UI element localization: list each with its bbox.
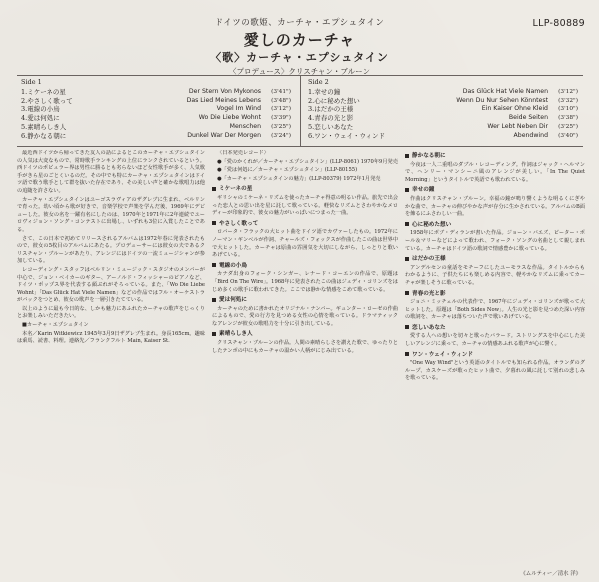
section-heading-text: 青春の光と影	[412, 290, 446, 297]
section-heading-text: 電線の小鳥	[219, 262, 247, 269]
section-heading-text: 幸せの鐘	[412, 187, 435, 194]
section-heading	[405, 291, 585, 299]
track-title-jp: 3.電線の小鳥	[21, 105, 60, 114]
track-title-de: Menschen	[229, 122, 261, 130]
body-paragraph: カーチャ・エプシュタインはユーゴスラヴィアのザグレブに生まれ、ベルリンで育った。幼い頃から歌が好きで、音楽学校で声楽を学んだ後、1969年にデビューした。彼女の名を一躍有名にしたのは、1970年と1971年に2年連続でユーロヴィジョン・ソング・コンテストに出場し、いずれも3位に入賞したことである。	[17, 196, 205, 233]
track-title-jp: 4.青春の光と影	[308, 114, 354, 123]
section-heading-text: ワン・ウェイ・ウィンド	[412, 351, 473, 358]
track-duration: (3'32")	[558, 97, 578, 104]
body-paragraph: 本名／Karin Witkiewicz 1945年3月9日ザグレブ生まれ。身長165cm。趣味は乗馬、読書、料理。連絡先／フランクフルト Main, Kaiser St.	[17, 330, 205, 345]
section-heading-text: 恋しいあなた	[412, 324, 446, 331]
discography-heading: 〈日本発売レコード〉	[217, 150, 269, 156]
section-heading	[212, 263, 398, 271]
section-heading	[405, 352, 585, 360]
section-heading	[405, 256, 585, 264]
section-paragraph: "One Way Wind"という英語のタイトルでも知られる作品。オランダのグループ、カスケーズが歌ったヒット曲で、夕暮れの風に託して別れの悲しみを歌っている。	[405, 360, 585, 382]
section-heading-text: はだかの王様	[412, 256, 446, 263]
section-heading	[212, 331, 398, 339]
track-duration: (3'25")	[558, 123, 578, 130]
bullet-square-icon	[405, 291, 409, 295]
discography-item: ●「愛は何処に／カーチャ・エプシュタイン」(LLP-80155)	[217, 167, 358, 174]
body-paragraph: 以上のように最も今日的な、しかも魅力にあふれたカーチャの歌声をじっくりとお楽しみいただきたい。	[17, 305, 205, 320]
section-paragraph: クリスチャン・ブルーンの作品。人間の素晴らしさを讃えた歌で、ゆったりとしたテンポの中にもカーチャの温かい人柄がにじみ出ている。	[212, 340, 398, 354]
tracklist	[17, 75, 583, 147]
track-title-de: Das Lied Meines Lebens	[186, 96, 261, 104]
track-title-jp: 2.心に秘めた想い	[308, 96, 360, 105]
section-heading	[405, 187, 585, 195]
track-duration: (3'12")	[271, 106, 291, 113]
section-heading-text: 素晴らしき人	[219, 331, 253, 338]
track-title-jp: 6.静かなる朝に	[21, 131, 67, 140]
section-heading	[405, 153, 585, 161]
track-title-de: Wer Lebt Neben Dir	[487, 122, 548, 130]
track-title-jp: 4.愛は何処に	[21, 114, 60, 123]
section-heading-text: ミケーネの星	[219, 186, 253, 193]
section-paragraph: ギリシャのミケーネ・リズムを使ったカーチャ得意の明るい作品。旅先で出会った恋人との思い出を星に託して歌っている。軽快なリズムとさわやかなメロディーが印象的で、彼女の魅力がいっぱいにつまった一曲。	[212, 194, 398, 217]
catalog-number: LLP-80889	[532, 18, 585, 29]
section-heading-text: 心に秘めた想い	[412, 221, 452, 228]
side-1	[21, 78, 291, 141]
section-paragraph: 愛する人への想いを切々と歌ったバラード。ストリングスを中心にした美しいアレンジに乗って、カーチャの情感あふれる歌声が心に響く。	[405, 333, 585, 348]
track-title-jp: 1.幸せの鐘	[308, 87, 341, 96]
side-2	[308, 78, 578, 141]
bullet-square-icon	[212, 332, 216, 336]
track-row	[21, 105, 291, 114]
header-subtitle: ドイツの歌姫、カーチャ・エプシュタイン	[214, 18, 385, 28]
section-heading-text: やさしく歌って	[219, 220, 259, 227]
track-title-de: Wenn Du Nur Sehen Könntest	[456, 96, 548, 104]
section-paragraph: カーチャのために書かれたオリジナル・ナンバー。ギュンター・ローゼの作曲によるもので、愛の行方を見つめる女性の心情を歌っている。ドラマティックなアレンジが彼女の歌唱力を十分に引き出している。	[212, 305, 398, 327]
writer-credit: 《ムルティー／清水 洋》	[520, 571, 581, 577]
track-title-jp: 1.ミケーネの星	[21, 87, 66, 96]
track-title-de: Dunkel War Der Morgen	[187, 131, 261, 139]
discography-item: ●「愛のかくれが／カーチャ・エプシュタイン」(LLP-8061) 1970年9月発売	[217, 158, 398, 165]
track-title-de: Beide Seiten	[508, 114, 548, 122]
track-title-jp: 5.素晴らしき人	[21, 122, 67, 131]
track-row	[308, 114, 578, 123]
body-paragraph: さて、この日本で初めてリリースされるアルバムは1972年春に発表されたもので、彼女の5枚目のアルバムにあたる。プロデューサーには彼女の夫であるクリスチャン・ブルーンがあたり、アレンジにはドイツの一流ミュージシャンが参加している。	[17, 235, 205, 265]
track-duration: (3'25")	[271, 123, 291, 130]
track-duration: (3'39")	[271, 115, 291, 122]
track-title-de: Vogel Im Wind	[216, 105, 261, 113]
body-paragraph: ■カーチャ・エプシュタイン	[22, 322, 89, 329]
bullet-square-icon	[212, 187, 216, 191]
bullet-square-icon	[405, 257, 409, 261]
track-row	[308, 88, 578, 97]
bullet-square-icon	[405, 222, 409, 226]
track-title-jp: 5.恋しいあなた	[308, 122, 354, 131]
track-row	[21, 132, 291, 141]
track-row	[308, 123, 578, 132]
track-row	[21, 123, 291, 132]
notes-column-2	[212, 150, 398, 568]
tracklist-divider	[300, 76, 301, 146]
track-title-jp: 6.ワン・ウェイ・ウィンド	[308, 131, 386, 140]
notes-column-1	[17, 150, 205, 568]
section-paragraph: ロバータ・フラックの大ヒット曲をドイツ語でカヴァーしたもの。1972年にノーマン・ギンベルが作詞、チャールズ・フォックスが作曲したこの曲は世界中で大ヒットした。カーチャは原曲の雰囲気を大切にしながら、しっとりと歌いあげている。	[212, 229, 398, 259]
track-title-de: Der Stern Von Mykonos	[188, 87, 261, 95]
track-duration: (3'24")	[271, 132, 291, 139]
bullet-square-icon	[405, 188, 409, 192]
singer-credit: 〈歌〉カーチャ・エプシュタイン	[210, 51, 389, 64]
track-row	[21, 114, 291, 123]
bullet-square-icon	[212, 221, 216, 225]
track-row	[21, 88, 291, 97]
bullet-square-icon	[405, 352, 409, 356]
side-2-label: Side 2	[308, 78, 329, 86]
section-heading-text: 静かなる朝に	[412, 153, 446, 159]
track-duration: (3'40")	[558, 132, 578, 139]
track-title-de: Abendwind	[513, 131, 548, 139]
producer-credit: 〈プロデュース〉クリスチャン・ブルーン	[229, 67, 370, 76]
section-heading-text: 愛は何処に	[219, 297, 247, 304]
section-heading	[405, 325, 585, 333]
section-paragraph: ジョニ・ミッチェルの代表作で、1967年にジュディ・コリンズが歌って大ヒットした。原題は「Both Sides Now」。人生の光と影を見つめた深い内容の歌詞を、カーチャは落ちついた声で歌いあげている。	[405, 299, 585, 321]
track-duration: (3'12")	[558, 88, 578, 95]
section-heading	[405, 222, 585, 230]
track-row	[21, 97, 291, 106]
track-duration: (3'41")	[271, 88, 291, 95]
track-title-jp: 2.やさしく歌って	[21, 96, 73, 105]
track-duration: (3'48")	[271, 97, 291, 104]
track-duration: (3'10")	[558, 106, 578, 113]
track-title-de: Wo Die Liebe Wohnt	[198, 114, 261, 122]
section-paragraph: 今夜は一人二重唱のダブル・レコーディング。作詞はジャック・ヘルマンで、ヘンリー・マンシーニ風のアレンジが美しい。「In The Quiet Morning」というタイトルで英語でも歌われている。	[405, 161, 585, 183]
section-paragraph: 1958年にボブ・ディランが書いた作品。ジョーン・バエズ、ピーター・ポール＆マリーなどによって歌われ、フォーク・ソングの名曲として親しまれている。カーチャはドイツ語の歌詞で情感豊かに歌っている。	[405, 230, 585, 252]
track-title-de: Ein Kaiser Ohne Kleid	[481, 105, 548, 113]
body-paragraph: 最近西ドイツから帰ってきた友人の話によるとこのカーチャ・エプシュタインの人気は大変なもので、常時歌手ランキングの上位にランクされているという。西ドイツのポピュラー界は男性に勝るとも劣らないほど女性歌手が多く、人気歌手がきら星のごとくいるのだ。その中でも特にカーチャ・エプシュタインはドイツ語で歌う歌手として群を抜いた存在であり、その美しい声と確かな歌唱力は他の追随を許さない。	[17, 150, 205, 194]
bullet-square-icon	[405, 154, 409, 158]
discography-item: ●「カーチャ・エプシュタインの魅力」(LLP-80379) 1972年1月発売	[217, 175, 381, 182]
track-title-de: Das Glück Hat Viele Namen	[462, 87, 548, 95]
notes-column-3	[405, 150, 585, 568]
bullet-square-icon	[405, 325, 409, 329]
side-1-label: Side 1	[21, 78, 42, 86]
bullet-square-icon	[212, 298, 216, 302]
bullet-square-icon	[212, 263, 216, 267]
section-heading	[212, 221, 398, 229]
body-paragraph: レコーディング・スタッフはベルリン・ミュージック・スタジオのメンバーが中心で、ジョン・ベイカーのギター、アーノルド・フィッシャーのピアノなど、ドイツ・ポップス界を代表する顔ぶれがそろっている。また、「Wo Die Liebe Wohnt」「Das Glück Hat Viele Namen」などの作品ではフル・オーケストラがバックをつとめ、彼女の歌声を一層引きたてている。	[17, 266, 205, 304]
section-paragraph: カナダ出身のフォーク・シンガー、レナード・コーエンの作品で、原題は「Bird On The Wire」。1968年に発表されたこの曲はジュディ・コリンズをはじめ多くの歌手に歌われてきた。ここでは静かな情感をこめて歌っている。	[212, 271, 398, 293]
section-heading	[212, 297, 398, 305]
track-row	[308, 132, 578, 141]
track-duration: (3'38")	[558, 115, 578, 122]
section-paragraph: アンデルセンの童話をモチーフにしたユーモラスな作品。タイトルからもわかるように、子供たちにも楽しめる内容で、軽やかなリズムに乗ってカーチャが楽しそうに歌っている。	[405, 264, 585, 286]
section-heading	[212, 186, 398, 194]
section-paragraph: 作曲はクリスチャン・ブルーン。幸福の鐘が鳴り響くような明るくにぎやかな曲で、カーチャの伸びやかな声が存分に生かされている。アルバムのB面を飾るにふさわしい一曲。	[405, 195, 585, 218]
track-title-jp: 3.はだかの王様	[308, 105, 354, 114]
album-title: 愛しのカーチャ	[243, 31, 356, 49]
track-row	[308, 105, 578, 114]
